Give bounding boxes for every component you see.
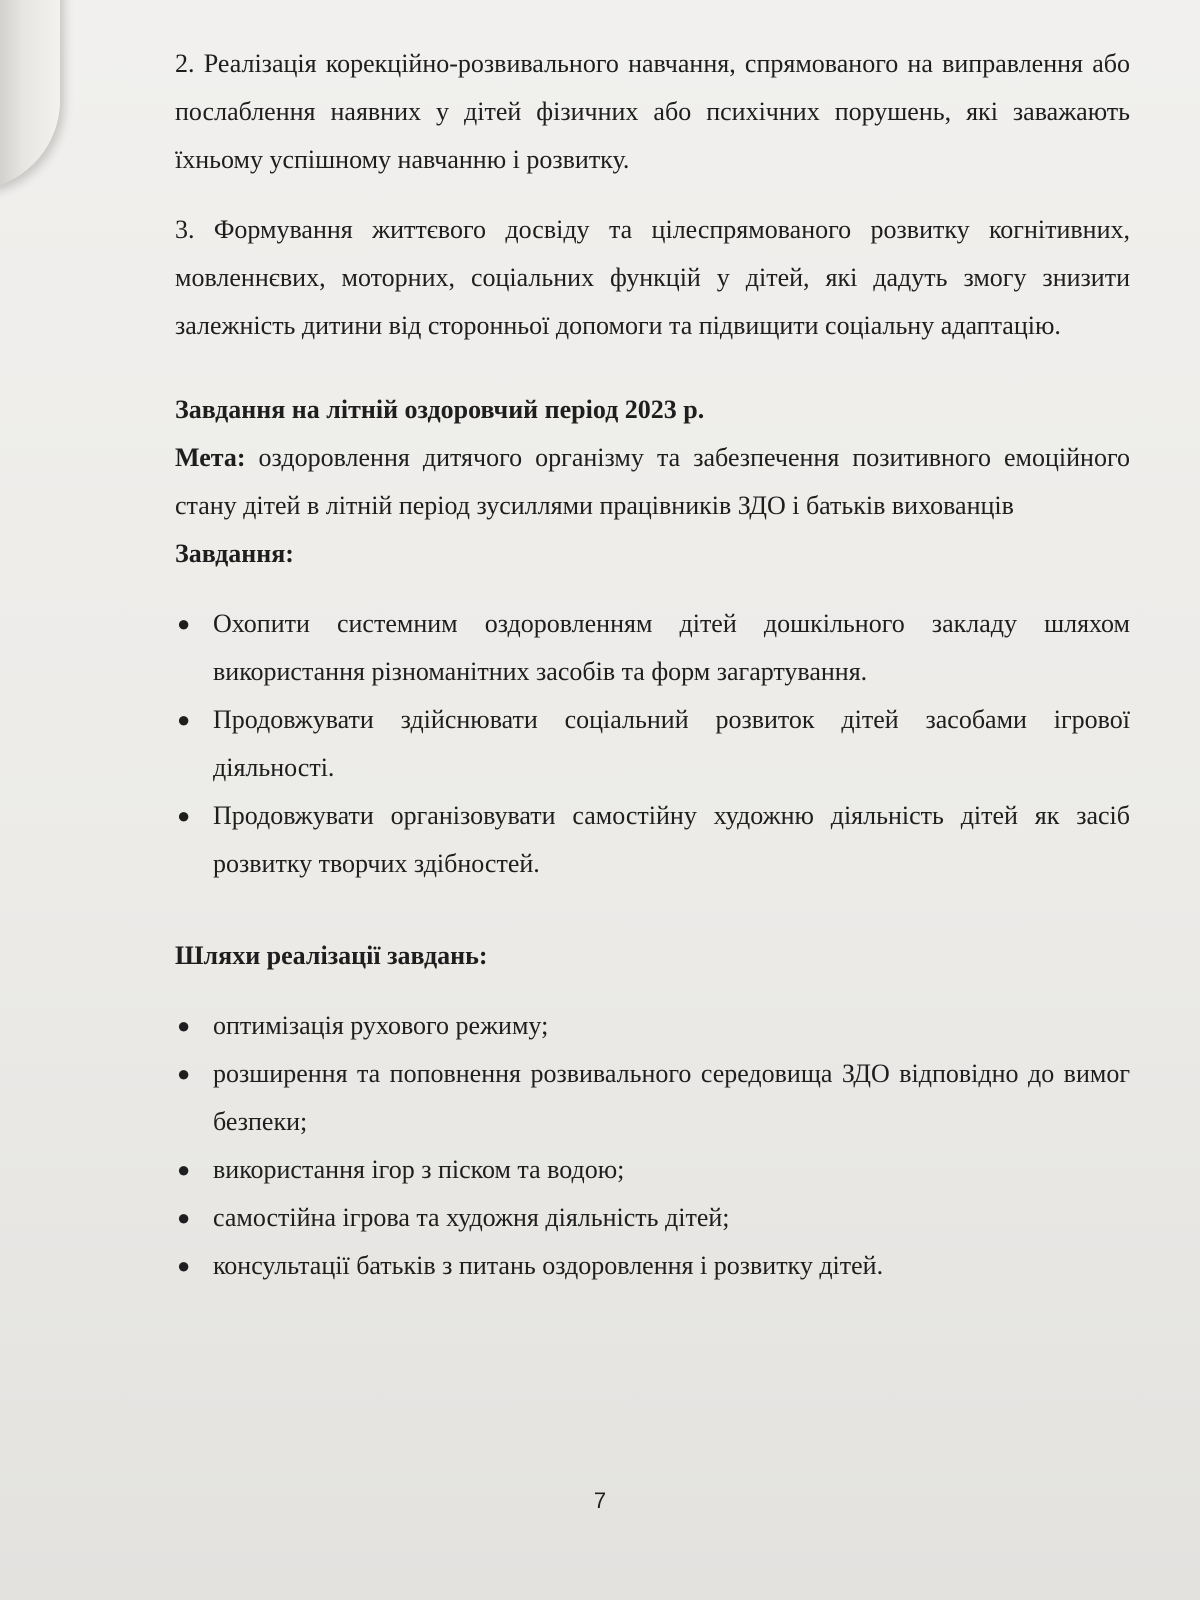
page-curl <box>0 0 60 190</box>
page-number: 7 <box>593 1488 607 1513</box>
list-item: ● Охопити системним оздоровленням дітей дошкільного закладу шляхом використання різноманітних засобів та форм загартування. <box>175 600 1130 696</box>
bullet-icon: ● <box>177 803 191 828</box>
goal-paragraph <box>175 434 1130 530</box>
bullet-icon: ● <box>177 707 191 732</box>
list-item: ● Продовжувати організовувати самостійну художню діяльність дітей як засіб розвитку творчих здібностей. <box>175 792 1130 888</box>
goal-text: оздоровлення дитячого організму та забезпечення позитивного емоційного стану дітей в літній період зусиллями працівників ЗДО і батьків вихованців <box>175 443 1130 520</box>
list-item: ● самостійна ігрова та художня діяльність дітей; <box>175 1194 1130 1242</box>
list-item: ● Продовжувати здійснювати соціальний розвиток дітей засобами ігрової діяльності. <box>175 696 1130 792</box>
summer-heading: Завдання на літній оздоровчий період 2023 р. <box>175 395 705 424</box>
list-item: ● розширення та поповнення розвивального середовища ЗДО відповідно до вимог безпеки; <box>175 1050 1130 1146</box>
bullet-icon: ● <box>177 1205 191 1230</box>
tasks-list <box>175 600 1130 888</box>
tasks-label: Завдання: <box>175 539 294 568</box>
list-item: ● використання ігор з піском та водою; <box>175 1146 1130 1194</box>
goal-label: Мета: <box>175 443 246 472</box>
ways-heading: Шляхи реалізації завдань: <box>175 941 488 970</box>
bullet-icon: ● <box>177 1013 191 1038</box>
bullet-icon: ● <box>177 1157 191 1182</box>
paragraph-2: 2. Реалізація корекційно-розвивального навчання, спрямованого на виправлення або послаблення наявних у дітей фізичних або психічних порушень, які заважають їхньому успішному навчанню і розвитку. <box>175 49 1130 174</box>
paragraph-3: 3. Формування життєвого досвіду та цілеспрямованого розвитку когнітивних, мовленнєвих, моторних, соціальних функцій у дітей, які дадуть змогу знизити залежність дитини від сторонньої допомоги та підвищити соціальну адаптацію. <box>175 215 1130 340</box>
bullet-icon: ● <box>177 1253 191 1278</box>
ways-list <box>175 1002 1130 1290</box>
list-item: ● консультації батьків з питань оздоровлення і розвитку дітей. <box>175 1242 1130 1290</box>
bullet-icon: ● <box>177 611 191 636</box>
bullet-icon: ● <box>177 1061 191 1086</box>
list-item: ● оптимізація рухового режиму; <box>175 1002 1130 1050</box>
page-content <box>175 40 1130 1290</box>
